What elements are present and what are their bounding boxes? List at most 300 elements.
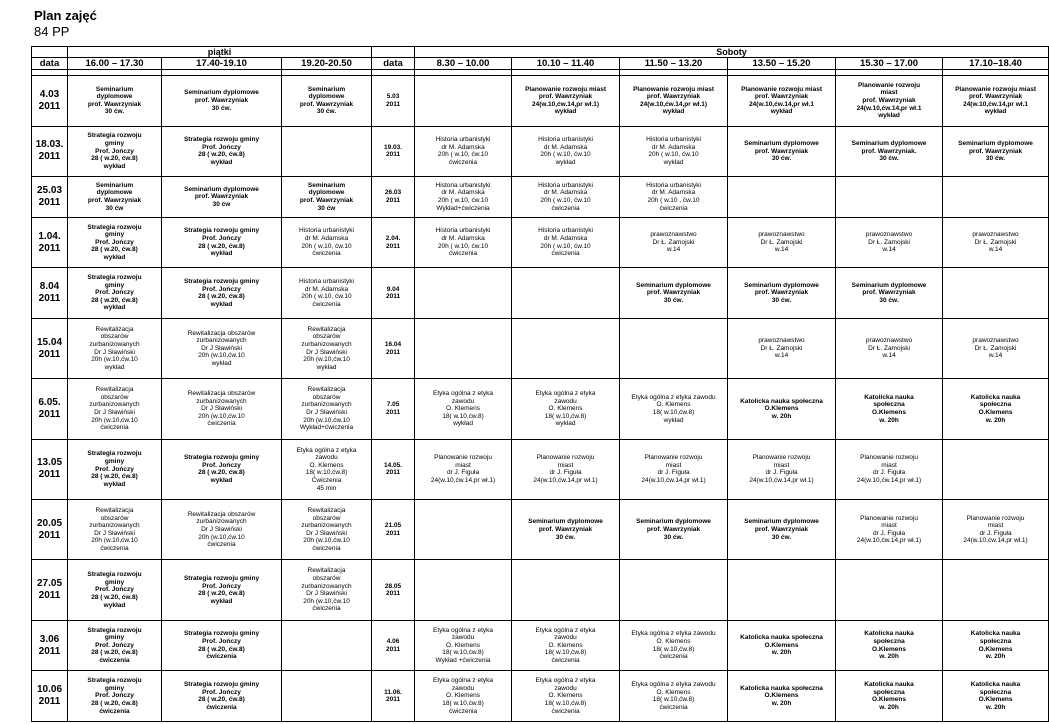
header-saturday-slot: 10.10 – 11.40 <box>512 58 620 70</box>
saturday-date-text: 9.04 <box>386 285 400 293</box>
friday-date-text: 4.03 <box>39 88 60 100</box>
friday-date-text: 25.03 <box>36 184 63 196</box>
class-cell-line: ćwiczenia <box>100 544 129 552</box>
class-cell-line: Seminarium dyplomowe <box>851 281 927 289</box>
friday-date-text: 2011 <box>38 100 61 112</box>
class-cell-line: Strategia rozwoju gminy <box>183 227 260 235</box>
class-cell-line: dr J. Figuła <box>765 469 798 477</box>
class-cell <box>943 126 1049 177</box>
friday-date-text: 2011 <box>38 293 61 305</box>
friday-date <box>32 177 68 218</box>
class-cell-line: społeczna <box>873 688 905 696</box>
class-cell <box>512 217 620 268</box>
class-cell-line: 28 ( w.20, ćw.8) <box>91 246 138 254</box>
saturday-date-text: 2011 <box>385 151 401 159</box>
empty-cell <box>512 318 620 378</box>
class-cell <box>68 560 162 620</box>
class-cell-line: Planowanie rozwoju <box>857 81 921 89</box>
class-cell-line: 20h (w.10,ćw.10 <box>198 412 245 420</box>
header-group-friday: piątki <box>68 47 372 58</box>
class-cell-line: 18( w.10,ćw.8) <box>652 408 695 416</box>
class-cell-line: gminy <box>104 139 125 147</box>
class-cell-line: prof. Wawrzyniak <box>646 93 701 101</box>
schedule-row <box>32 268 1049 319</box>
class-cell-line: Historia urbanistyki <box>538 227 593 235</box>
class-cell-line: ćwiczenia <box>312 300 341 308</box>
class-cell <box>162 217 282 268</box>
class-cell-line: Etyka ogólna z etyka zawodu <box>631 393 716 401</box>
class-cell-line: Rewitalizacja <box>307 567 346 575</box>
class-cell <box>620 217 728 268</box>
class-cell-line: w. 20h <box>985 653 1006 661</box>
class-cell <box>162 268 282 319</box>
class-cell-line: O. Klemens <box>446 641 481 649</box>
class-cell-line: prof. Wawrzyniak <box>646 289 701 297</box>
class-cell-line: ćwiczenia <box>659 703 688 711</box>
class-cell-line: 24(w.10,ćw.14,pr wł.1) <box>430 476 496 484</box>
friday-date-text: 2011 <box>38 590 61 602</box>
saturday-date-text: 5.03 <box>386 93 400 101</box>
saturday-date <box>372 76 415 127</box>
class-cell-line: Strategia rozwoju gminy <box>183 574 260 582</box>
empty-cell <box>282 620 372 671</box>
class-cell <box>415 671 512 722</box>
class-cell <box>162 620 282 671</box>
class-cell-line: miast <box>773 461 790 469</box>
class-cell-line: prof. Wawrzyniak <box>538 525 593 533</box>
class-cell-line: 24(w.10,ćw.14,pr wł.1 <box>749 100 814 108</box>
class-cell-line: Prof. Jończy <box>202 285 241 293</box>
header-friday-slot: 17.40-19.10 <box>162 58 282 70</box>
class-cell-line: 20h ( w.10 , ćw.10 <box>647 196 700 204</box>
class-cell-line: obszarów <box>100 333 129 341</box>
class-cell-line: Seminarium dyplomowe <box>851 139 927 147</box>
empty-cell <box>415 318 512 378</box>
class-cell-line: 20h (w.10,ćw.10 <box>91 356 138 364</box>
class-cell-line: prof. Wawrzyniak <box>754 289 809 297</box>
saturday-date-text: 2011 <box>385 469 401 477</box>
class-cell <box>162 126 282 177</box>
friday-date-text: 2011 <box>38 242 61 254</box>
class-cell <box>620 268 728 319</box>
saturday-date <box>372 177 415 218</box>
class-cell-line: Prof. Jończy <box>202 582 241 590</box>
class-cell <box>68 318 162 378</box>
header-saturday-slot: 15.30 – 17.00 <box>836 58 943 70</box>
class-cell-line: 20h (w.10,ćw.10 <box>91 416 138 424</box>
class-cell-line: 28 ( w.20, ćw.8) <box>198 151 245 159</box>
class-cell-line: 24(w.10,ćw.14,pr wł.1) <box>533 476 598 484</box>
class-cell-line: Prof. Jończy <box>95 586 134 594</box>
class-cell-line: Katolicka nauka <box>970 630 1021 638</box>
class-cell-line: obszarów <box>312 574 341 582</box>
friday-date-text: 10.06 <box>36 684 63 696</box>
class-cell-line: 18( w.10,ćw.8) <box>442 649 484 657</box>
saturday-date <box>372 671 415 722</box>
class-cell-line: Planowanie rozwoju <box>644 454 703 462</box>
class-cell-line: w.14 <box>988 246 1003 254</box>
class-cell-line: Seminarium dyplomowe <box>958 139 1033 147</box>
class-cell-line: społeczna <box>979 638 1012 645</box>
class-cell-line: miast <box>881 461 897 469</box>
class-cell-line: Katolicka nauka <box>970 393 1021 401</box>
class-cell-line: Dr J Sławiński <box>94 408 135 416</box>
class-cell-line: zurbanizowanych <box>301 401 352 409</box>
empty-cell <box>836 177 943 218</box>
class-cell-line: 28 ( w.20, ćw.8) <box>91 593 138 601</box>
class-cell-line: Historia urbanistyki <box>538 181 593 189</box>
class-cell-line: 20h (w.10,ćw.10 <box>303 356 350 364</box>
saturday-date-text: 4.06 <box>386 638 400 645</box>
class-cell <box>162 439 282 499</box>
class-cell-line: gminy <box>104 231 125 239</box>
class-cell-line: Seminarium dyplomowe <box>744 139 819 147</box>
saturday-date-text: 2011 <box>385 696 401 704</box>
class-cell-line: ćwiczenia <box>312 544 341 552</box>
class-cell-line: społeczna <box>979 401 1012 409</box>
class-cell <box>162 318 282 378</box>
class-cell-line: prof. Wawrzyniak <box>87 196 142 204</box>
schedule-row <box>32 500 1049 560</box>
class-cell-line: Prof. Jończy <box>95 147 134 155</box>
schedule-row <box>32 620 1049 671</box>
saturday-date-text: 2011 <box>385 100 401 108</box>
class-cell-line: Prof. Jończy <box>202 461 241 469</box>
class-cell-line: 24(w.10,ćw.14,pr wł.1 <box>856 104 922 112</box>
class-cell-line: zurbanizowanych <box>196 397 247 405</box>
class-cell-line: ćwiczenia <box>207 420 236 428</box>
class-cell-line: 30 ćw <box>105 204 124 212</box>
empty-cell <box>512 560 620 620</box>
class-cell <box>836 620 943 671</box>
class-cell-line: Planowanie rozwoju <box>752 454 811 462</box>
saturday-date-text: 7.05 <box>386 401 400 409</box>
class-cell-line: Historia urbanistyki <box>538 136 593 144</box>
class-cell-line: zawodu <box>451 634 475 642</box>
class-cell-line: w.14 <box>774 246 789 254</box>
class-cell-line: 20h ( w.10, ćw.10 <box>437 196 489 204</box>
empty-cell <box>943 439 1049 499</box>
class-cell-line: Strategia rozwoju <box>87 223 142 231</box>
class-cell-line: 30 ćw. <box>879 155 899 163</box>
class-cell-line: 30 ćw. <box>316 108 337 116</box>
class-cell-line: wykład <box>210 300 233 308</box>
class-cell-line: ćwiczenia <box>551 656 580 664</box>
class-cell-line: prawoznawstwo <box>865 231 913 239</box>
class-cell <box>415 177 512 218</box>
class-cell <box>282 439 372 499</box>
friday-date-text: 2011 <box>38 529 61 541</box>
class-cell-line: dyplomowe <box>308 93 345 101</box>
saturday-date-text: 2011 <box>385 348 401 356</box>
class-cell-line: O. Klemens <box>548 405 583 413</box>
class-cell-line: Prof. Jończy <box>95 641 134 649</box>
class-cell <box>68 126 162 177</box>
saturday-date-text: 2011 <box>385 242 401 250</box>
header-group-empty <box>372 47 415 58</box>
class-cell-line: Dr Ł. Zamojski <box>652 238 695 246</box>
empty-cell <box>620 318 728 378</box>
class-cell-line: wykład <box>210 158 233 166</box>
class-cell <box>415 620 512 671</box>
class-cell-line: Prof. Jończy <box>95 692 134 700</box>
class-cell-line: obszarów <box>312 393 341 401</box>
saturday-date-text: 11.06. <box>384 688 402 696</box>
class-cell <box>943 76 1049 127</box>
empty-cell <box>415 500 512 560</box>
class-cell-line: Seminarium <box>95 181 134 189</box>
class-cell-line: w.14 <box>882 352 896 360</box>
friday-date <box>32 217 68 268</box>
class-cell <box>836 217 943 268</box>
class-cell-line: prof. Wawrzyniak. <box>861 147 917 155</box>
friday-date-text: 1.04. <box>38 230 61 242</box>
class-cell <box>512 671 620 722</box>
class-cell <box>620 379 728 439</box>
class-cell-line: Katolicka nauka <box>864 681 914 688</box>
class-cell-line: miast <box>455 461 471 469</box>
class-cell-line: 30 ćw <box>212 200 231 208</box>
header-saturday-slot: 11.50 – 13.20 <box>620 58 728 70</box>
class-cell-line: 20h ( w.10, ćw.10 <box>437 151 489 159</box>
class-cell-line: Etyka ogólna z etyka <box>535 677 596 685</box>
class-cell-line: obszarów <box>312 514 341 522</box>
class-cell-line: zawodu <box>554 634 577 642</box>
class-cell-line: 20h ( w.10, ćw.10 <box>301 242 352 250</box>
class-cell-line: miast <box>880 89 898 97</box>
class-cell-line: Historia urbanistyki <box>435 181 491 189</box>
class-cell-line: ćwiczenia <box>100 424 129 432</box>
class-cell-line: Planowanie rozwoju <box>860 514 918 522</box>
friday-date <box>32 439 68 499</box>
class-cell-line: O. Klemens <box>309 461 344 469</box>
class-cell-line: 20h (w.10,ćw.10 <box>91 537 138 545</box>
friday-date <box>32 620 68 671</box>
class-cell-line: ćwiczenia <box>551 707 580 715</box>
empty-cell <box>282 126 372 177</box>
friday-date-text: 27.05 <box>36 578 63 590</box>
class-cell-line: Dr J Sławiński <box>306 590 347 598</box>
class-cell-line: wykład <box>662 108 685 116</box>
class-cell-line: 30 ćw. <box>771 155 792 163</box>
schedule-row <box>32 76 1049 127</box>
class-cell-line: 28 ( w.20, ćw.8) <box>91 473 138 481</box>
class-cell <box>512 379 620 439</box>
class-cell <box>512 439 620 499</box>
class-cell-line: 18( w.10,ćw.8) <box>544 699 587 707</box>
class-cell-line: O.Klemens <box>978 696 1013 704</box>
class-cell-line: Strategia rozwoju <box>87 274 142 282</box>
class-cell <box>282 379 372 439</box>
class-cell-line: wykład <box>663 416 684 424</box>
class-cell-line: Prof. Jończy <box>95 238 134 246</box>
header-group-row <box>32 47 1049 58</box>
header-saturday-slot: 8.30 – 10.00 <box>415 58 512 70</box>
friday-date-text: 2011 <box>38 696 61 708</box>
header-group-saturday: Soboty <box>415 47 1049 58</box>
saturday-date-text: 2011 <box>385 529 401 537</box>
class-cell <box>68 620 162 671</box>
class-cell-line: obszarów <box>100 514 129 522</box>
class-cell-line: wykład <box>211 359 232 367</box>
class-cell-line: Dr Ł. Zamojski <box>760 238 803 246</box>
class-cell-line: 28 ( w.20, ćw.8) <box>91 155 138 163</box>
class-cell-line: 30 ćw. <box>211 104 232 112</box>
class-cell-line: Strategia rozwoju <box>87 450 142 458</box>
class-cell-line: 18( w.10,ćw.8) <box>305 469 348 477</box>
class-cell-line: Historia urbanistyki <box>435 227 491 235</box>
class-cell-line: Strategia rozwoju gminy <box>183 681 260 688</box>
header-group-empty <box>32 47 68 58</box>
friday-date-text: 20.05 <box>36 517 63 529</box>
empty-cell <box>728 560 836 620</box>
class-cell <box>68 268 162 319</box>
saturday-date <box>372 439 415 499</box>
class-cell-line: Katolicka nauka <box>864 630 914 638</box>
class-cell-line: dr M. Adamska <box>441 189 485 197</box>
class-cell <box>728 379 836 439</box>
class-cell-line: Dr J Sławiński <box>201 405 242 413</box>
class-cell-line: Planowanie rozwoju <box>536 454 595 462</box>
class-cell-line: zawodu <box>451 684 475 692</box>
class-cell-line: dyplomowe <box>96 189 133 197</box>
class-cell-line: Rewitalizacja <box>95 386 134 394</box>
header-saturday-slot: 13.50 – 15.20 <box>728 58 836 70</box>
saturday-date-text: 2011 <box>385 590 401 598</box>
class-cell-line: Planowanie rozwoju <box>860 454 918 462</box>
class-cell-line: Strategia rozwoju gminy <box>183 630 260 638</box>
class-cell <box>943 500 1049 560</box>
class-cell-line: zurbanizowanych <box>89 401 140 409</box>
class-cell-line: zawodu <box>554 684 577 692</box>
class-cell-line: Rewitalizacja obszarów <box>187 510 256 518</box>
friday-date-text: 2011 <box>38 645 61 657</box>
class-cell-line: 24(w.10,ćw.14,pr wł.1) <box>963 537 1028 545</box>
friday-date <box>32 560 68 620</box>
class-cell-line: prof. Wawrzyniak <box>862 96 916 104</box>
schedule-row <box>32 126 1049 177</box>
class-cell-line: Katolicka nauka <box>864 393 914 401</box>
class-cell-line: 20h ( w.10, ćw.10 <box>437 242 489 250</box>
class-cell-line: 28 ( w.20, ćw.8) <box>198 242 245 250</box>
class-cell-line: zawodu <box>315 454 338 462</box>
friday-date <box>32 76 68 127</box>
saturday-date <box>372 217 415 268</box>
class-cell-line: 18( w.10,ćw.8) <box>544 649 587 657</box>
class-cell-line: prawoznawstwo <box>972 231 1019 239</box>
class-cell <box>728 126 836 177</box>
class-cell-line: 20h ( w.10, ćw.10 <box>540 151 591 159</box>
friday-date-text: 2011 <box>38 196 61 208</box>
saturday-date <box>372 620 415 671</box>
class-cell-line: Seminarium <box>95 85 134 93</box>
class-cell-line: 20h (w.10,ćw.10 <box>303 597 350 605</box>
schedule-row <box>32 671 1049 722</box>
class-cell-line: O.Klemens <box>978 645 1013 653</box>
class-cell-line: ćwiczenia <box>312 605 341 613</box>
class-cell-line: 30 ćw. <box>555 533 576 541</box>
friday-date-text: 13.05 <box>36 457 63 469</box>
class-cell-line: wykład <box>554 108 577 116</box>
class-cell-line: Etyka ogólna z etyka <box>296 446 357 454</box>
class-cell-line: dyplomowe <box>96 93 133 101</box>
class-cell <box>620 671 728 722</box>
saturday-date <box>372 379 415 439</box>
saturday-date-text: 2011 <box>385 408 401 416</box>
class-cell <box>836 268 943 319</box>
class-cell-line: 28 ( w.20, ćw.8) <box>198 590 245 598</box>
class-cell-line: Wykład+ćwiczenia <box>299 424 354 432</box>
class-cell-line: dr M. Adamska <box>441 143 485 151</box>
friday-date <box>32 318 68 378</box>
class-cell-line: 30 ćw. <box>663 533 684 541</box>
saturday-date <box>372 500 415 560</box>
class-cell <box>728 671 836 722</box>
class-cell-line: 20h (w.10,ćw.10 <box>198 352 245 360</box>
class-cell-line: prawoznawstwo <box>865 337 913 345</box>
class-cell-line: dr J. Figuła <box>549 469 582 477</box>
class-cell-line: zawodu <box>554 397 577 405</box>
class-cell-line: w. 20h <box>771 699 792 707</box>
class-cell-line: prof. Wawrzyniak <box>754 147 809 155</box>
class-cell-line: prof. Wawrzyniak <box>862 289 916 297</box>
class-cell-line: dr M. Adamska <box>651 189 696 197</box>
empty-cell <box>512 268 620 319</box>
class-cell-line: 28 ( w.20, ćw.8) <box>91 649 138 657</box>
class-cell-line: O.Klemens <box>978 408 1013 416</box>
class-cell-line: 30 ćw. <box>663 296 684 304</box>
class-cell <box>415 126 512 177</box>
class-cell-line: ćwiczenia <box>448 158 478 166</box>
saturday-date <box>372 126 415 177</box>
empty-cell <box>282 671 372 722</box>
saturday-date <box>372 318 415 378</box>
friday-date-text: 3.06 <box>39 633 60 645</box>
class-cell-line: wykład <box>663 158 684 166</box>
class-cell-line: 30 ćw. <box>771 296 792 304</box>
class-cell-line: w.14 <box>988 352 1003 360</box>
class-cell-line: wykład <box>555 420 576 428</box>
class-cell-line: społeczna <box>873 638 905 645</box>
class-cell-line: wykład <box>210 250 233 258</box>
class-cell-line: Dr Ł. Zamojski <box>760 344 803 352</box>
class-cell-line: wykład <box>103 304 126 312</box>
class-cell-line: Prof. Jończy <box>95 465 134 473</box>
class-cell-line: dr J. Figuła <box>657 469 690 477</box>
class-cell-line: Planowanie rozwoju miast <box>525 85 606 93</box>
class-cell <box>68 379 162 439</box>
class-cell <box>836 439 943 499</box>
class-cell-line: obszarów <box>312 333 341 341</box>
class-cell-line: Prof. Jończy <box>95 289 134 297</box>
class-cell-line: Planowanie rozwoju miast <box>741 85 822 93</box>
class-cell-line: O. Klemens <box>548 692 583 700</box>
class-cell-line: wykład <box>210 597 233 605</box>
class-cell <box>162 379 282 439</box>
class-cell-line: Seminarium dyplomowe <box>636 518 711 526</box>
class-cell-line: zurbanizowanych <box>301 340 352 348</box>
class-cell-line: prof. Wawrzyniak <box>87 100 142 108</box>
class-cell <box>620 500 728 560</box>
class-cell-line: prof. Wawrzyniak <box>968 147 1023 155</box>
class-cell-line: 30 ćw. <box>771 533 792 541</box>
class-cell-line: Wykład+ćwiczenia <box>436 204 490 212</box>
class-cell-line: Dr J Sławiński <box>201 344 242 352</box>
empty-cell <box>943 268 1049 319</box>
class-cell-line: 20h (w.10,ćw.10 <box>198 533 245 541</box>
class-cell-line: O. Klemens <box>656 401 691 409</box>
class-cell <box>836 318 943 378</box>
